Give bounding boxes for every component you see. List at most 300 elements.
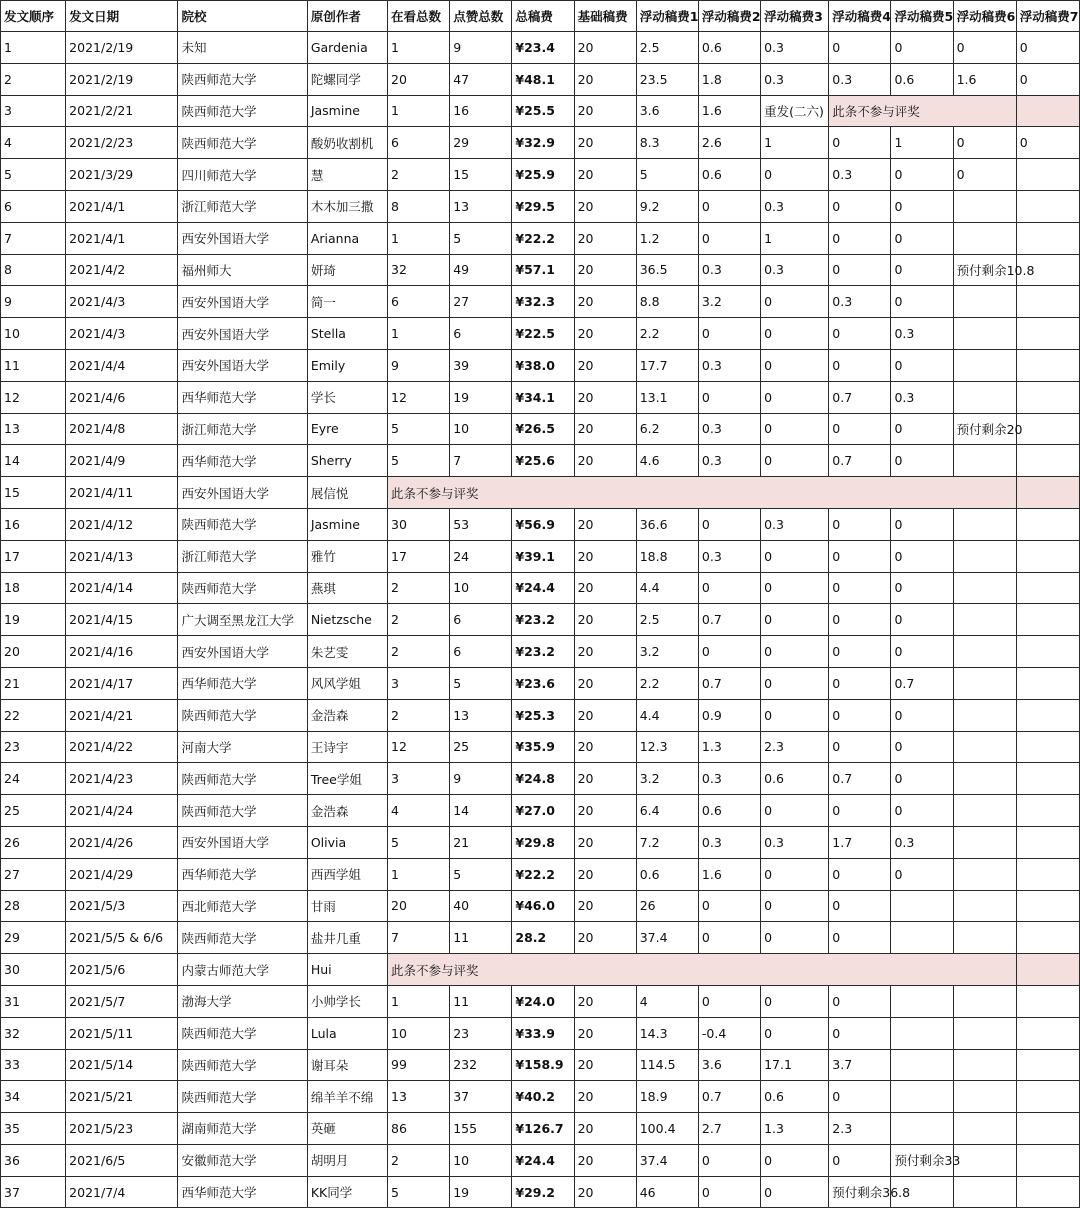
table-cell: 陕西师范大学 — [178, 922, 307, 954]
table-cell: 0 — [829, 1081, 891, 1113]
table-cell: 盐井几重 — [307, 922, 387, 954]
table-cell: 12 — [388, 381, 450, 413]
table-cell: 14.3 — [636, 1017, 698, 1049]
table-cell: 0 — [829, 636, 891, 668]
table-cell: ¥26.5 — [512, 413, 574, 445]
table-cell: 0.7 — [698, 604, 760, 636]
table-cell: 99 — [388, 1049, 450, 1081]
table-cell — [1016, 731, 1079, 763]
table-cell: 2021/4/22 — [66, 731, 178, 763]
table-cell: ¥23.2 — [512, 636, 574, 668]
table-cell: 20 — [574, 32, 636, 64]
table-cell — [1016, 318, 1079, 350]
table-cell — [953, 699, 1016, 731]
table-cell: 2021/4/1 — [66, 190, 178, 222]
table-cell: 2.6 — [698, 127, 760, 159]
table-row — [1, 222, 1080, 254]
table-cell: 0.3 — [761, 190, 829, 222]
table-cell: 29 — [1, 922, 66, 954]
table-cell: 8 — [1, 254, 66, 286]
table-cell: 4.6 — [636, 445, 698, 477]
table-cell: 0 — [761, 286, 829, 318]
table-row — [1, 1049, 1080, 1081]
table-cell: 9 — [388, 349, 450, 381]
table-cell: ¥35.9 — [512, 731, 574, 763]
table-cell: 浙江师范大学 — [178, 540, 307, 572]
table-cell: 20 — [574, 1144, 636, 1176]
table-cell: 27 — [450, 286, 512, 318]
table-cell: 0.7 — [829, 763, 891, 795]
table-cell: 20 — [574, 1017, 636, 1049]
table-cell: 5 — [450, 667, 512, 699]
table-cell: 2 — [388, 159, 450, 191]
table-cell — [1016, 159, 1079, 191]
table-cell: Hui — [307, 954, 387, 986]
table-cell: Eyre — [307, 413, 387, 445]
table-cell: 1 — [388, 32, 450, 64]
table-cell: ¥40.2 — [512, 1081, 574, 1113]
table-cell: 预付剩余36.8 — [829, 1176, 891, 1208]
table-cell: ¥23.4 — [512, 32, 574, 64]
table-cell: ¥29.2 — [512, 1176, 574, 1208]
table-cell: 1 — [388, 858, 450, 890]
table-cell: 4.4 — [636, 572, 698, 604]
table-cell: 0 — [829, 699, 891, 731]
table-row — [1, 349, 1080, 381]
table-cell — [953, 318, 1016, 350]
table-cell: 0 — [829, 795, 891, 827]
table-cell: 0 — [761, 445, 829, 477]
table-cell: 0.3 — [829, 159, 891, 191]
table-cell: 0.9 — [698, 699, 760, 731]
table-cell: 风风学姐 — [307, 667, 387, 699]
table-row — [1, 731, 1080, 763]
table-cell: 2021/4/2 — [66, 254, 178, 286]
table-cell: 20 — [574, 699, 636, 731]
table-cell — [953, 1017, 1016, 1049]
table-cell: 24 — [450, 540, 512, 572]
table-cell: 10 — [450, 413, 512, 445]
table-cell: 展信悦 — [307, 477, 387, 509]
table-cell: 0 — [891, 795, 953, 827]
table-cell — [953, 222, 1016, 254]
table-cell: 1.2 — [636, 222, 698, 254]
table-cell: ¥22.5 — [512, 318, 574, 350]
table-cell: 酸奶收割机 — [307, 127, 387, 159]
table-cell: 湖南师范大学 — [178, 1113, 307, 1145]
table-cell: 22 — [1, 699, 66, 731]
table-cell: 2.7 — [698, 1113, 760, 1145]
table-cell: 0 — [698, 381, 760, 413]
table-cell — [1016, 1144, 1079, 1176]
table-cell: 6.4 — [636, 795, 698, 827]
table-cell: 2021/5/11 — [66, 1017, 178, 1049]
table-cell: 0 — [761, 1144, 829, 1176]
table-cell: 0.3 — [761, 254, 829, 286]
table-cell: 西华师范大学 — [178, 381, 307, 413]
table-cell: 2021/4/13 — [66, 540, 178, 572]
table-cell: 20 — [574, 63, 636, 95]
table-cell — [1016, 922, 1079, 954]
table-cell: 12 — [388, 731, 450, 763]
table-cell: 4 — [636, 985, 698, 1017]
table-cell: 0 — [829, 540, 891, 572]
table-row — [1, 1113, 1080, 1145]
table-cell: -0.4 — [698, 1017, 760, 1049]
table-cell — [1016, 1176, 1079, 1208]
table-cell: 28.2 — [512, 922, 574, 954]
table-cell: 20 — [574, 381, 636, 413]
table-cell: 11 — [450, 985, 512, 1017]
table-row — [1, 32, 1080, 64]
table-row — [1, 826, 1080, 858]
table-cell: 0 — [761, 413, 829, 445]
table-cell: 0.3 — [698, 826, 760, 858]
table-cell: 四川师范大学 — [178, 159, 307, 191]
table-cell: 2021/4/4 — [66, 349, 178, 381]
table-cell: 20 — [574, 159, 636, 191]
table-cell: 40 — [450, 890, 512, 922]
table-cell: ¥25.6 — [512, 445, 574, 477]
table-row — [1, 890, 1080, 922]
table-row — [1, 572, 1080, 604]
column-header: 浮动稿费3 — [761, 1, 829, 32]
table-cell — [953, 890, 1016, 922]
table-cell: 4.4 — [636, 699, 698, 731]
table-cell: 0 — [698, 985, 760, 1017]
table-cell: 0.6 — [698, 159, 760, 191]
table-cell: 17 — [388, 540, 450, 572]
table-cell: 预付剩余33 — [891, 1144, 953, 1176]
table-cell: 20 — [574, 349, 636, 381]
table-cell: 20 — [574, 826, 636, 858]
column-header: 浮动稿费5 — [891, 1, 953, 32]
table-row — [1, 954, 1080, 986]
table-cell: 9.2 — [636, 190, 698, 222]
table-row — [1, 95, 1080, 127]
table-cell: 0 — [891, 159, 953, 191]
table-cell: Jasmine — [307, 508, 387, 540]
table-cell: 37.4 — [636, 1144, 698, 1176]
table-cell: 10 — [1, 318, 66, 350]
table-cell: 20 — [574, 254, 636, 286]
table-cell: 西华师范大学 — [178, 858, 307, 890]
table-cell: 木木加三撒 — [307, 190, 387, 222]
table-cell — [1016, 190, 1079, 222]
column-header: 原创作者 — [307, 1, 387, 32]
table-cell: 0.3 — [698, 349, 760, 381]
table-row — [1, 445, 1080, 477]
table-cell: 2021/4/21 — [66, 699, 178, 731]
table-cell: 西安外国语大学 — [178, 826, 307, 858]
table-cell: 19 — [450, 381, 512, 413]
table-cell — [891, 1017, 953, 1049]
table-cell: 20 — [574, 572, 636, 604]
table-cell — [1016, 667, 1079, 699]
table-cell: 0 — [829, 254, 891, 286]
table-cell: 0 — [891, 572, 953, 604]
table-cell: 15 — [450, 159, 512, 191]
table-row — [1, 63, 1080, 95]
table-cell — [891, 1049, 953, 1081]
table-cell: 2021/4/15 — [66, 604, 178, 636]
table-cell: 2021/5/14 — [66, 1049, 178, 1081]
table-cell: 2021/4/11 — [66, 477, 178, 509]
table-cell: 渤海大学 — [178, 985, 307, 1017]
table-cell: 0 — [761, 381, 829, 413]
table-cell: 0 — [953, 32, 1016, 64]
table-cell: 0.3 — [891, 381, 953, 413]
table-cell — [1016, 222, 1079, 254]
table-cell — [1016, 763, 1079, 795]
table-cell: 20 — [574, 1176, 636, 1208]
table-cell: 20 — [574, 190, 636, 222]
table-cell — [1016, 413, 1079, 445]
table-cell: 20 — [574, 222, 636, 254]
table-cell — [953, 286, 1016, 318]
table-cell: 0 — [829, 572, 891, 604]
table-cell: 西安外国语大学 — [178, 286, 307, 318]
table-cell: 20 — [1, 636, 66, 668]
table-cell: 1.6 — [698, 858, 760, 890]
table-cell: 2021/7/4 — [66, 1176, 178, 1208]
table-cell — [1016, 1017, 1079, 1049]
table-cell: 雅竹 — [307, 540, 387, 572]
table-cell: 9 — [450, 763, 512, 795]
table-row — [1, 1144, 1080, 1176]
table-cell: 2 — [388, 1144, 450, 1176]
table-cell: 0 — [761, 318, 829, 350]
table-cell — [1016, 954, 1079, 986]
table-cell: 0 — [761, 699, 829, 731]
table-cell: 0 — [829, 508, 891, 540]
table-cell: 2021/4/8 — [66, 413, 178, 445]
table-cell: 1 — [1, 32, 66, 64]
table-cell: 2021/4/24 — [66, 795, 178, 827]
table-cell: 陕西师范大学 — [178, 795, 307, 827]
table-cell: 安徽师范大学 — [178, 1144, 307, 1176]
table-cell: 35 — [1, 1113, 66, 1145]
table-cell: 1 — [761, 222, 829, 254]
table-cell: 20 — [388, 63, 450, 95]
table-cell: 1.3 — [761, 1113, 829, 1145]
table-cell: 13 — [450, 699, 512, 731]
table-cell: 6.2 — [636, 413, 698, 445]
table-cell: 24 — [1, 763, 66, 795]
table-cell: 18.9 — [636, 1081, 698, 1113]
table-cell: 0 — [891, 699, 953, 731]
table-cell: 西华师范大学 — [178, 667, 307, 699]
table-cell: Sherry — [307, 445, 387, 477]
table-row — [1, 763, 1080, 795]
table-cell — [891, 890, 953, 922]
table-cell: 10 — [450, 572, 512, 604]
table-cell: 2021/2/19 — [66, 63, 178, 95]
table-cell: 30 — [1, 954, 66, 986]
table-cell: 2021/4/9 — [66, 445, 178, 477]
table-cell: 0.6 — [636, 858, 698, 890]
table-cell: ¥57.1 — [512, 254, 574, 286]
table-cell: 155 — [450, 1113, 512, 1145]
table-cell: 陕西师范大学 — [178, 63, 307, 95]
table-cell: 西西学姐 — [307, 858, 387, 890]
table-cell: 0 — [829, 127, 891, 159]
table-cell: 7 — [1, 222, 66, 254]
table-cell: 30 — [388, 508, 450, 540]
table-cell: 20 — [574, 286, 636, 318]
table-cell: 2021/4/29 — [66, 858, 178, 890]
table-row — [1, 190, 1080, 222]
table-cell: 0 — [761, 922, 829, 954]
table-cell: ¥24.0 — [512, 985, 574, 1017]
table-cell: 重发(二六) — [761, 95, 829, 127]
header-row — [1, 1, 1080, 32]
table-cell: 14 — [450, 795, 512, 827]
table-cell: 谢耳朵 — [307, 1049, 387, 1081]
table-cell: 1.3 — [698, 731, 760, 763]
column-header: 院校 — [178, 1, 307, 32]
table-cell: 陕西师范大学 — [178, 699, 307, 731]
table-cell: 3.2 — [698, 286, 760, 318]
table-cell: 2021/5/6 — [66, 954, 178, 986]
table-cell: Jasmine — [307, 95, 387, 127]
table-cell: 2.2 — [636, 667, 698, 699]
table-cell: 2021/4/14 — [66, 572, 178, 604]
table-cell — [953, 1176, 1016, 1208]
table-cell: 20 — [388, 890, 450, 922]
table-cell — [953, 795, 1016, 827]
table-cell: 0 — [698, 890, 760, 922]
table-cell: 33 — [1, 1049, 66, 1081]
table-cell: ¥32.9 — [512, 127, 574, 159]
table-cell: 0 — [829, 1017, 891, 1049]
table-cell: 0 — [829, 858, 891, 890]
table-cell: 内蒙古师范大学 — [178, 954, 307, 986]
table-cell: 27 — [1, 858, 66, 890]
table-cell: 114.5 — [636, 1049, 698, 1081]
table-cell: 西华师范大学 — [178, 1176, 307, 1208]
table-cell: 15 — [1, 477, 66, 509]
table-cell: 3.7 — [829, 1049, 891, 1081]
table-cell — [953, 1081, 1016, 1113]
table-cell: 0 — [698, 572, 760, 604]
table-cell: 39 — [450, 349, 512, 381]
table-cell: 37.4 — [636, 922, 698, 954]
table-cell: 8.3 — [636, 127, 698, 159]
table-cell: 8 — [388, 190, 450, 222]
table-cell: 7 — [450, 445, 512, 477]
table-cell: 47 — [450, 63, 512, 95]
table-cell: 2021/5/21 — [66, 1081, 178, 1113]
table-cell: 26 — [636, 890, 698, 922]
table-cell: 0 — [891, 32, 953, 64]
table-cell: 53 — [450, 508, 512, 540]
table-cell: 5 — [388, 1176, 450, 1208]
table-cell: 20 — [574, 540, 636, 572]
table-cell: ¥33.9 — [512, 1017, 574, 1049]
table-cell: 18 — [1, 572, 66, 604]
table-cell: 0 — [829, 890, 891, 922]
table-cell: 0 — [891, 604, 953, 636]
table-cell: 陕西师范大学 — [178, 763, 307, 795]
table-row — [1, 127, 1080, 159]
table-cell: ¥22.2 — [512, 858, 574, 890]
table-cell: 2021/2/21 — [66, 95, 178, 127]
column-header: 浮动稿费6 — [953, 1, 1016, 32]
table-cell: 13.1 — [636, 381, 698, 413]
table-cell: 2021/6/5 — [66, 1144, 178, 1176]
table-cell: 37 — [1, 1176, 66, 1208]
table-cell: 陕西师范大学 — [178, 127, 307, 159]
table-cell: 2 — [388, 604, 450, 636]
table-cell: 20 — [574, 318, 636, 350]
table-cell: 3.6 — [636, 95, 698, 127]
table-cell — [953, 1113, 1016, 1145]
table-cell — [1016, 636, 1079, 668]
table-cell: 17 — [1, 540, 66, 572]
table-cell: 西安外国语大学 — [178, 222, 307, 254]
table-cell: 0 — [698, 922, 760, 954]
table-cell: 0 — [761, 985, 829, 1017]
table-cell: Lula — [307, 1017, 387, 1049]
column-header: 浮动稿费4 — [829, 1, 891, 32]
table-cell: 25 — [450, 731, 512, 763]
table-cell: 0.7 — [829, 381, 891, 413]
table-row — [1, 159, 1080, 191]
table-cell — [1016, 477, 1079, 509]
table-cell — [891, 1113, 953, 1145]
table-cell: 7.2 — [636, 826, 698, 858]
table-cell: ¥158.9 — [512, 1049, 574, 1081]
table-cell: ¥46.0 — [512, 890, 574, 922]
table-cell: 20 — [574, 667, 636, 699]
table-cell: 西安外国语大学 — [178, 636, 307, 668]
table-cell: 0.3 — [891, 318, 953, 350]
table-cell: 1.6 — [953, 63, 1016, 95]
table-row — [1, 922, 1080, 954]
table-cell: 0 — [698, 636, 760, 668]
table-cell: 49 — [450, 254, 512, 286]
table-cell: Tree学姐 — [307, 763, 387, 795]
table-cell — [953, 508, 1016, 540]
table-cell: 浙江师范大学 — [178, 413, 307, 445]
table-cell — [1016, 890, 1079, 922]
table-cell: 1 — [388, 318, 450, 350]
table-cell: 广大调至黑龙江大学 — [178, 604, 307, 636]
table-cell: 21 — [450, 826, 512, 858]
table-cell — [953, 667, 1016, 699]
table-cell: 西安外国语大学 — [178, 318, 307, 350]
table-cell: 2021/4/6 — [66, 381, 178, 413]
table-cell: 0 — [761, 890, 829, 922]
table-cell: 2021/5/3 — [66, 890, 178, 922]
table-cell: 0.3 — [829, 286, 891, 318]
table-cell: 西安外国语大学 — [178, 477, 307, 509]
table-row — [1, 540, 1080, 572]
table-cell: 0 — [1016, 32, 1079, 64]
table-cell: 朱艺雯 — [307, 636, 387, 668]
table-cell: 1 — [388, 985, 450, 1017]
table-cell: 简一 — [307, 286, 387, 318]
table-row — [1, 985, 1080, 1017]
table-row — [1, 604, 1080, 636]
table-cell: 0.3 — [891, 826, 953, 858]
table-cell — [1016, 508, 1079, 540]
table-cell: 0 — [829, 1144, 891, 1176]
table-cell: 0 — [1016, 63, 1079, 95]
table-cell: 20 — [574, 127, 636, 159]
table-cell: 46 — [636, 1176, 698, 1208]
